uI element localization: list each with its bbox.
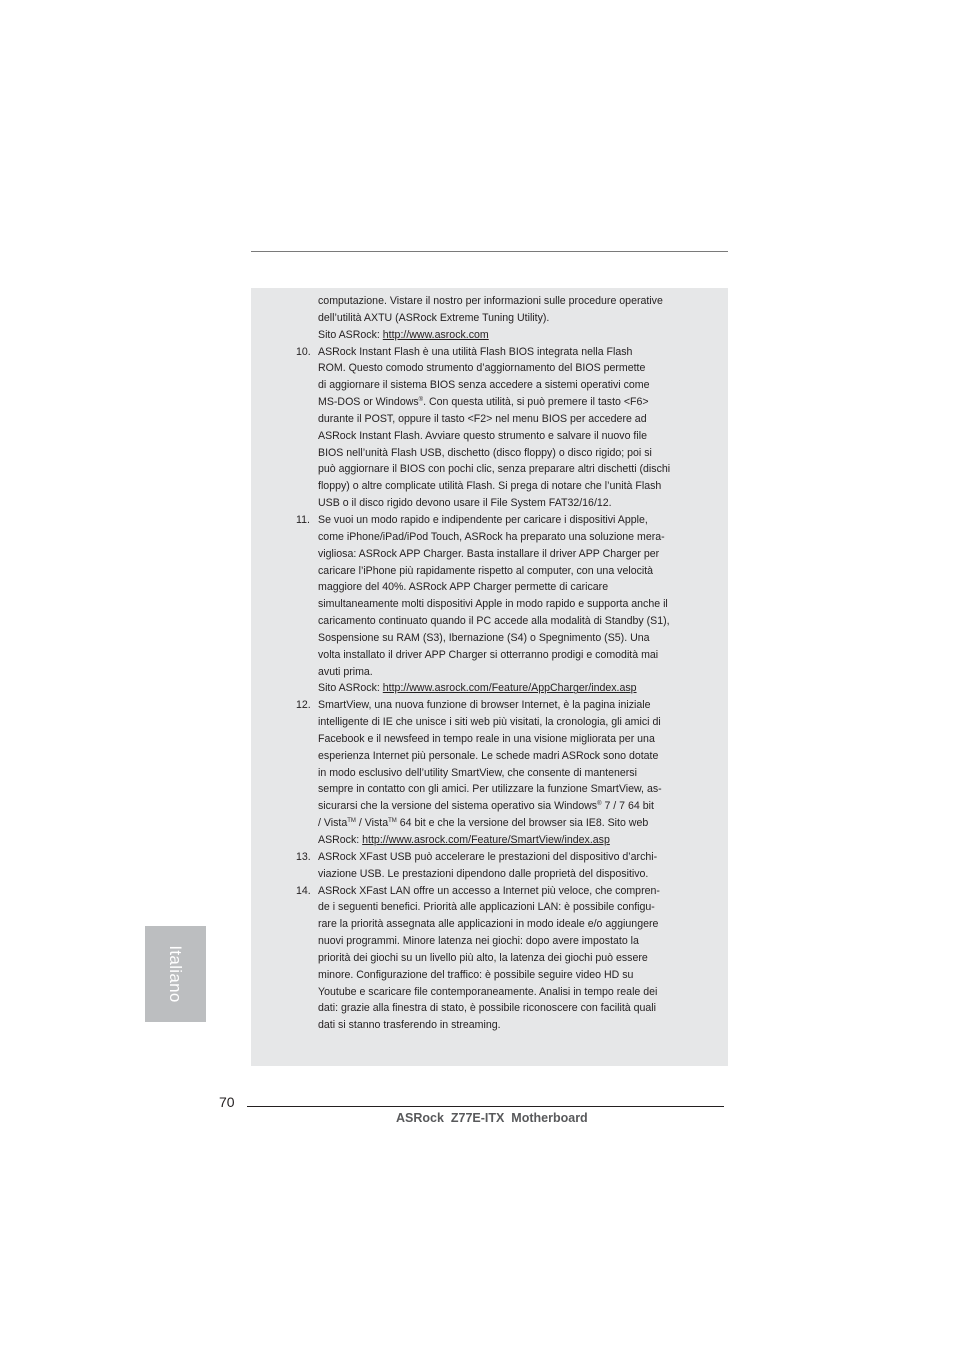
text-line: Sito ASRock: http://www.asrock.com/Feature/AppCharger/index.asp [318,682,637,695]
item-number: 11. [296,513,310,526]
header-rule [251,251,728,252]
text-line: ASRock Instant Flash. Avviare questo strumento e salvare il nuovo file [318,429,647,442]
list-item-12: 12. SmartView, una nuova funzione di browser Internet, è la pagina iniziale [251,697,728,714]
text-line: Sospensione su RAM (S3), Ibernazione (S4) o Spegnimento (S5). Una [318,631,650,644]
feature-list [251,293,728,1034]
list-item-13: 13. ASRock XFast USB può accelerare le prestazioni del dispositivo d’archi- [251,849,728,866]
item-number: 10. [296,345,311,358]
text-line: caricare l’iPhone più rapidamente rispetto al computer, con una velocità [318,564,654,577]
language-tab [145,926,206,1022]
text-line: computazione. Vistare il nostro per informazioni sulle procedure operative [318,295,663,307]
footer-rule [247,1106,724,1107]
text-line: floppy) o altre complicate utilità Flash. Si prega di notare che l’unità Flash [318,480,662,493]
text-line: sempre in contatto con gli amici. Per utilizzare la funzione SmartView, as- [318,783,662,796]
text-line: in modo esclusivo dell’utility SmartView, che consente di mantenersi [318,766,637,779]
text-line: Youtube e scaricare file contemporaneamente. Analisi in tempo reale dei [318,985,658,998]
text-line: rare la priorità assegnata alle applicazioni in modo ideale e/o aggiungere [318,918,659,931]
text-line: volta installato il driver APP Charger si otterranno prodigi e comodità mai [318,648,659,661]
list-item-10: 10. ASRock Instant Flash è una utilità Flash BIOS integrata nella Flash [251,344,728,361]
text-line: di aggiornare il sistema BIOS senza accedere a sistemi operativi come [318,379,650,392]
asrock-website-link[interactable]: http://www.asrock.com [382,328,489,341]
text-line: dati si stanno trasferendo in streaming. [318,1019,501,1032]
footer-title: ASRock Z77E-ITX Motherboard [396,1111,588,1125]
list-item-11: 11. Se vuoi un modo rapido e indipendente per caricare i dispositivi Apple, [251,512,728,529]
app-charger-link[interactable]: http://www.asrock.com/Feature/AppCharger/index.asp [382,682,637,695]
text-line: dell’utilità AXTU (ASRock Extreme Tuning Utility). [318,311,550,324]
text-line: maggiore del 40%. ASRock APP Charger permette di caricare [318,581,609,594]
text-line: avuti prima. [318,665,373,678]
smartview-link[interactable]: http://www.asrock.com/Feature/SmartView/index.asp [362,834,610,846]
list-item-14: 14. ASRock XFast LAN offre un accesso a Internet più veloce, che compren- [251,883,728,900]
text-line: / Vista™ / Vista™ 64 bit e che la versione del browser sia IE8. Sito web [318,817,649,830]
language-label: Italiano [166,945,185,1003]
text-line: Sito ASRock: http://www.asrock.com [318,328,489,341]
text-line: USB o il disco rigido devono usare il File System FAT32/16/12. [318,497,612,510]
item-number: 14. [296,884,311,897]
item-number: 13. [296,850,311,863]
text-line: come iPhone/iPad/iPod Touch, ASRock ha preparato una soluzione mera- [318,530,665,543]
text-line: viazione USB. Le prestazioni dipendono dalle proprietà del dispositivo. [318,867,649,880]
text-line: caricamento continuato quando il PC accede alla modalità di Standby (S1), [318,615,670,628]
text-line: de i seguenti benefici. Priorità alle applicazioni LAN: è possibile configu- [318,901,655,914]
text-line: nuovi programmi. Minore latenza nei giochi: dopo avere impostato la [318,935,639,948]
text-line: Facebook e il newsfeed in tempo reale in una visione migliorata per una [318,732,655,745]
text-line: minore. Configurazione del traffico: è possibile seguire video HD su [318,968,634,981]
text-line: ASRock: http://www.asrock.com/Feature/SmartView/index.asp [318,834,610,846]
item-number: 12. [296,699,311,712]
text-line: intelligente di IE che unisce i siti web più visitati, la cronologia, gli amici di [318,716,661,729]
text-line: MS-DOS or Windows®. Con questa utilità, si può premere il tasto <F6> [318,396,649,409]
text-line: sicurarsi che la versione del sistema operativo sia Windows® 7 / 7 64 bit [318,800,654,813]
text-line: durante il POST, oppure il tasto <F2> nel menu BIOS per accedere ad [318,412,647,425]
text-line: simultaneamente molti dispositivi Apple in modo rapido e supporta anche il [318,598,668,611]
text-line: ROM. Questo comodo strumento d’aggiornamento del BIOS permette [318,362,646,375]
text-line: priorità dei giochi su un livello più alto, la latenza dei giochi può essere [318,951,648,964]
text-line: esperienza Internet più personale. Le schede madri ASRock sono dotate [318,749,659,762]
text-line: può aggiornare il BIOS con pochi clic, senza preparare altri dischetti (dischi [318,463,671,476]
page-number: 70 [219,1094,235,1110]
text-line: vigliosa: ASRock APP Charger. Basta installare il driver APP Charger per [318,547,660,560]
text-line: dati: grazie alla finestra di stato, è possibile riconoscere con facilità quali [318,1002,657,1015]
text-line: BIOS nell’unità Flash USB, dischetto (disco floppy) o disco rigido; poi si [318,446,652,459]
content-panel [251,288,728,1066]
